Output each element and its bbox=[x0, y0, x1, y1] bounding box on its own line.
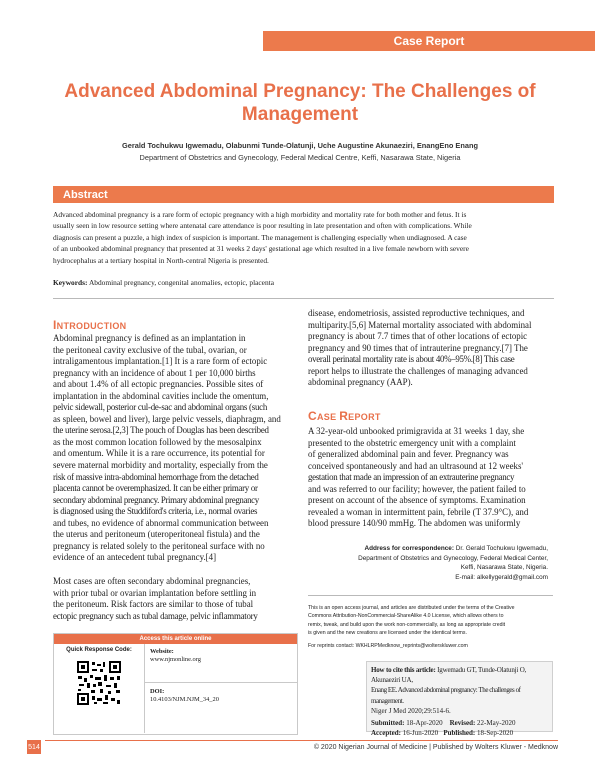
section-banner: Case Report bbox=[263, 31, 595, 51]
article-title bbox=[40, 80, 560, 126]
text-line: A 32-year-old unbooked primigravida at 31 weeks 1 day, she bbox=[308, 426, 525, 436]
keywords-value: Abdominal pregnancy, congenital anomalies, ectopic, placenta bbox=[88, 278, 274, 287]
text-line: multiparity.[5,6] Maternal mortality associated with abdominal bbox=[308, 319, 532, 330]
correspondence-location: Keffi, Nasarawa State, Nigeria. bbox=[460, 564, 548, 571]
intro-paragraph-2 bbox=[53, 576, 296, 622]
text-line: and omentum. While it is a rare occurrence, its potential for bbox=[53, 448, 265, 459]
abstract-line: diagnosis can present a puzzle, a high index of suspicion is important. The management is challenging especially when undiagnosed. A case bbox=[53, 232, 467, 242]
submitted-label: Submitted: bbox=[371, 719, 405, 728]
case-heading-cap: C bbox=[308, 409, 317, 423]
revised-date: 22-May-2020 bbox=[477, 719, 516, 728]
text-line: pregnancy with an incidence of about 1 per 10,000 births bbox=[53, 367, 256, 378]
title-line-2: Management bbox=[241, 104, 359, 125]
accepted-label: Accepted: bbox=[371, 729, 401, 738]
text-line: Abdominal pregnancy is defined as an implantation in bbox=[53, 333, 246, 343]
cite-text-2: Enang EE. Advanced abdominal pregnancy: The challenges of management. bbox=[371, 686, 521, 705]
text-line: and was referred to our facility; however, the patient failed to bbox=[308, 483, 526, 494]
abstract-line: of an unbooked abdominal pregnancy that presented at 31 weeks 2 days' gestational age which resulted in a live female newborn with severe bbox=[53, 244, 469, 254]
text-line: the uterus and peritoneum (uteroperitoneal fistula) and the bbox=[53, 529, 260, 540]
page-number: 514 bbox=[27, 740, 41, 754]
text-line: implantation in the abdominal cavities include the omentum, bbox=[53, 390, 269, 401]
license-line: is given and the new creations are licensed under the identical terms. bbox=[308, 629, 467, 636]
abstract-line: Advanced abdominal pregnancy is a rare form of ectopic pregnancy with a high morbidity and mortality rate for both mother and fetus. It is bbox=[53, 210, 467, 219]
text-line: is diagnosed using the Studdiford's criteria, i.e., normal ovaries bbox=[53, 506, 258, 517]
divider bbox=[53, 298, 554, 299]
doi-panel bbox=[150, 688, 219, 704]
text-line: pelvic sidewall, posterior cul-de-sac and abdominal organs (such bbox=[53, 402, 268, 413]
text-line: as spleen, bowel and liver), large pelvic vessels, diaphragm, and bbox=[53, 413, 281, 424]
submitted-date: 18-Apr-2020 bbox=[406, 719, 443, 728]
correspondence-dept: Department of Obstetrics and Gynecology, Federal Medical Center, bbox=[358, 554, 548, 562]
text-line: placenta cannot be overemphasized. It can be either primary or bbox=[53, 483, 258, 494]
case-heading bbox=[308, 409, 381, 423]
text-line: ectopic pregnancy such as tubal damage, pelvic inflammatory bbox=[53, 610, 258, 621]
correspondence-email[interactable]: E-mail: alkellygerald@gmail.com bbox=[455, 573, 548, 581]
text-line: revealed a woman in intermittent pain, febrile (T 37.9°C), and bbox=[308, 506, 529, 517]
text-line: blood pressure 140/90 mmHg. The abdomen was uniformly bbox=[308, 518, 521, 529]
text-line: Most cases are often secondary abdominal pregnancies, bbox=[53, 576, 251, 586]
website-panel bbox=[150, 648, 201, 664]
revised-label: Revised: bbox=[449, 719, 476, 728]
reprints-contact[interactable]: For reprints contact: WKHLRPMedknow_reprints@wolterskluwer.com bbox=[308, 643, 468, 650]
qr-label: Quick Response Code: bbox=[66, 647, 132, 653]
license-line: Commons Attribution-NonCommercial-ShareAlike 4.0 License, which allows others to bbox=[308, 613, 504, 620]
correspondence-line-1 bbox=[308, 544, 548, 554]
text-line: present on account of the absence of symptoms. Examination bbox=[308, 495, 526, 506]
cite-text-1: Igwemadu GT, Tunde-Olatunji O, Akunaeziri UA, bbox=[371, 666, 527, 685]
access-box-header: Access this article online bbox=[54, 634, 297, 644]
qr-panel bbox=[54, 644, 145, 733]
license-line: remix, tweak, and build upon the work non-commercially, as long as appropriate credit bbox=[308, 621, 506, 628]
accepted-published bbox=[371, 728, 548, 738]
case-heading-cap-2: R bbox=[339, 409, 349, 423]
text-line: and about 1.4% of all ectopic pregnancies. Possible sites of bbox=[53, 379, 264, 390]
text-line: overall perinatal mortality rate is about 40%–95%.[8] This case bbox=[308, 354, 515, 365]
footer-bar bbox=[45, 740, 558, 755]
abstract-text bbox=[53, 209, 554, 266]
text-line: as the most common location followed by the mesosalpinx bbox=[53, 436, 262, 447]
case-heading-rest-2: EPORT bbox=[348, 412, 381, 422]
title-line-1: Advanced Abdominal Pregnancy: The Challenges of bbox=[64, 81, 536, 102]
author-list: Gerald Tochukwu Igwemadu, Olabunmi Tunde-Olatunji, Uche Augustine Akunaeziri, EnangEno Enang bbox=[121, 141, 478, 150]
text-line: and tubes, no evidence of abnormal communication between bbox=[53, 517, 269, 528]
doi-link[interactable]: 10.4103/NJM.NJM_34_20 bbox=[150, 696, 219, 703]
text-line: abdominal pregnancy (AAP). bbox=[308, 377, 413, 388]
submitted-revised bbox=[371, 718, 548, 728]
keywords-label: Keywords: bbox=[53, 278, 88, 287]
intro-heading-rest: NTRODUCTION bbox=[56, 321, 127, 331]
intro-paragraph-1 bbox=[53, 333, 296, 564]
cite-line-1 bbox=[371, 665, 548, 685]
published-date: 18-Sep-2020 bbox=[476, 729, 514, 738]
license-line: This is an open access journal, and articles are distributed under the terms of the Creative bbox=[308, 605, 515, 611]
text-line: disease, endometriosis, assisted reproductive techniques, and bbox=[308, 308, 525, 318]
text-line: the peritoneum. Risk factors are similar to those of tubal bbox=[53, 599, 254, 610]
intro-paragraph-3 bbox=[308, 308, 548, 389]
website-link[interactable]: www.njmonline.org bbox=[150, 656, 201, 663]
text-line: risk of massive intra-abdominal hemorrhage from the detached bbox=[53, 471, 259, 482]
qr-code-icon[interactable] bbox=[76, 660, 122, 706]
text-line: conceived spontaneously and had an ultrasound at 12 weeks' bbox=[308, 460, 524, 471]
divider bbox=[145, 682, 297, 683]
text-line: the uterine serosa.[2,3] The pouch of Douglas has been described bbox=[53, 425, 269, 436]
text-line: severe maternal morbidity and mortality, especially from the bbox=[53, 460, 268, 471]
published-label: Published: bbox=[443, 729, 476, 738]
correspondence-block bbox=[308, 544, 548, 582]
text-line: report helps to illustrate the challenges of managing advanced bbox=[308, 365, 528, 376]
footer-text: © 2020 Nigerian Journal of Medicine | Published by Wolters Kluwer - Medknow bbox=[313, 744, 558, 751]
text-line: gestation that made an impression of an extrauterine pregnancy bbox=[308, 472, 515, 483]
cite-text-3: Niger J Med 2020;29:514-6. bbox=[371, 706, 451, 715]
license-block bbox=[308, 604, 553, 650]
text-line: pregnancy is about 7.7 times that of other locations of ectopic bbox=[308, 331, 528, 342]
intro-heading bbox=[53, 318, 126, 332]
abstract-line: usually seen in low resource setting where antenatal care attendance is poor resulting in late presentation and often with complications. While bbox=[53, 221, 472, 231]
correspondence-name: Dr. Gerald Tochukwu Igwemadu, bbox=[455, 545, 548, 552]
text-line: intraligamentous implantation.[1] It is a rare form of ectopic bbox=[53, 356, 268, 367]
abstract-line: hydrocephalus at a tertiary hospital in North-central Nigeria is presented. bbox=[53, 255, 269, 265]
text-line: with prior tubal or ovarian implantation before settling in bbox=[53, 587, 257, 598]
intro-heading-cap: I bbox=[53, 318, 57, 332]
accepted-date: 16-Jun-2020 bbox=[402, 729, 439, 738]
keywords bbox=[53, 278, 554, 287]
website-label: Website: bbox=[150, 648, 174, 655]
text-line: pregnancy is related solely to the peritoneal surface with no bbox=[53, 540, 265, 551]
how-to-cite-box bbox=[366, 661, 553, 738]
text-line: evidence of an antecedent tubal pregnancy.[4] bbox=[53, 552, 217, 563]
case-paragraph bbox=[308, 426, 548, 530]
text-line: pregnancy and 90 times that of intrauterine pregnancy.[7] The bbox=[308, 342, 528, 353]
affiliation: Department of Obstetrics and Gynecology, Federal Medical Centre, Keffi, Nasarawa State, Nigeria bbox=[139, 153, 461, 162]
divider bbox=[308, 595, 553, 596]
text-line: of generalized abdominal pain and fever. Pregnancy was bbox=[308, 449, 509, 460]
abstract-heading: Abstract bbox=[53, 186, 554, 203]
cite-label: How to cite this article: bbox=[371, 666, 436, 674]
correspondence-label: Address for correspondence: bbox=[364, 545, 454, 552]
doi-label: DOI: bbox=[150, 688, 165, 695]
text-line: the peritoneal cavity exclusive of the tubal, ovarian, or bbox=[53, 344, 247, 355]
access-article-box bbox=[53, 633, 298, 735]
text-line: secondary abdominal pregnancy. Primary abdominal pregnancy bbox=[53, 494, 259, 505]
case-heading-rest: ASE bbox=[316, 412, 340, 422]
text-line: presented to the obstetric emergency unit with a complaint bbox=[308, 437, 516, 448]
